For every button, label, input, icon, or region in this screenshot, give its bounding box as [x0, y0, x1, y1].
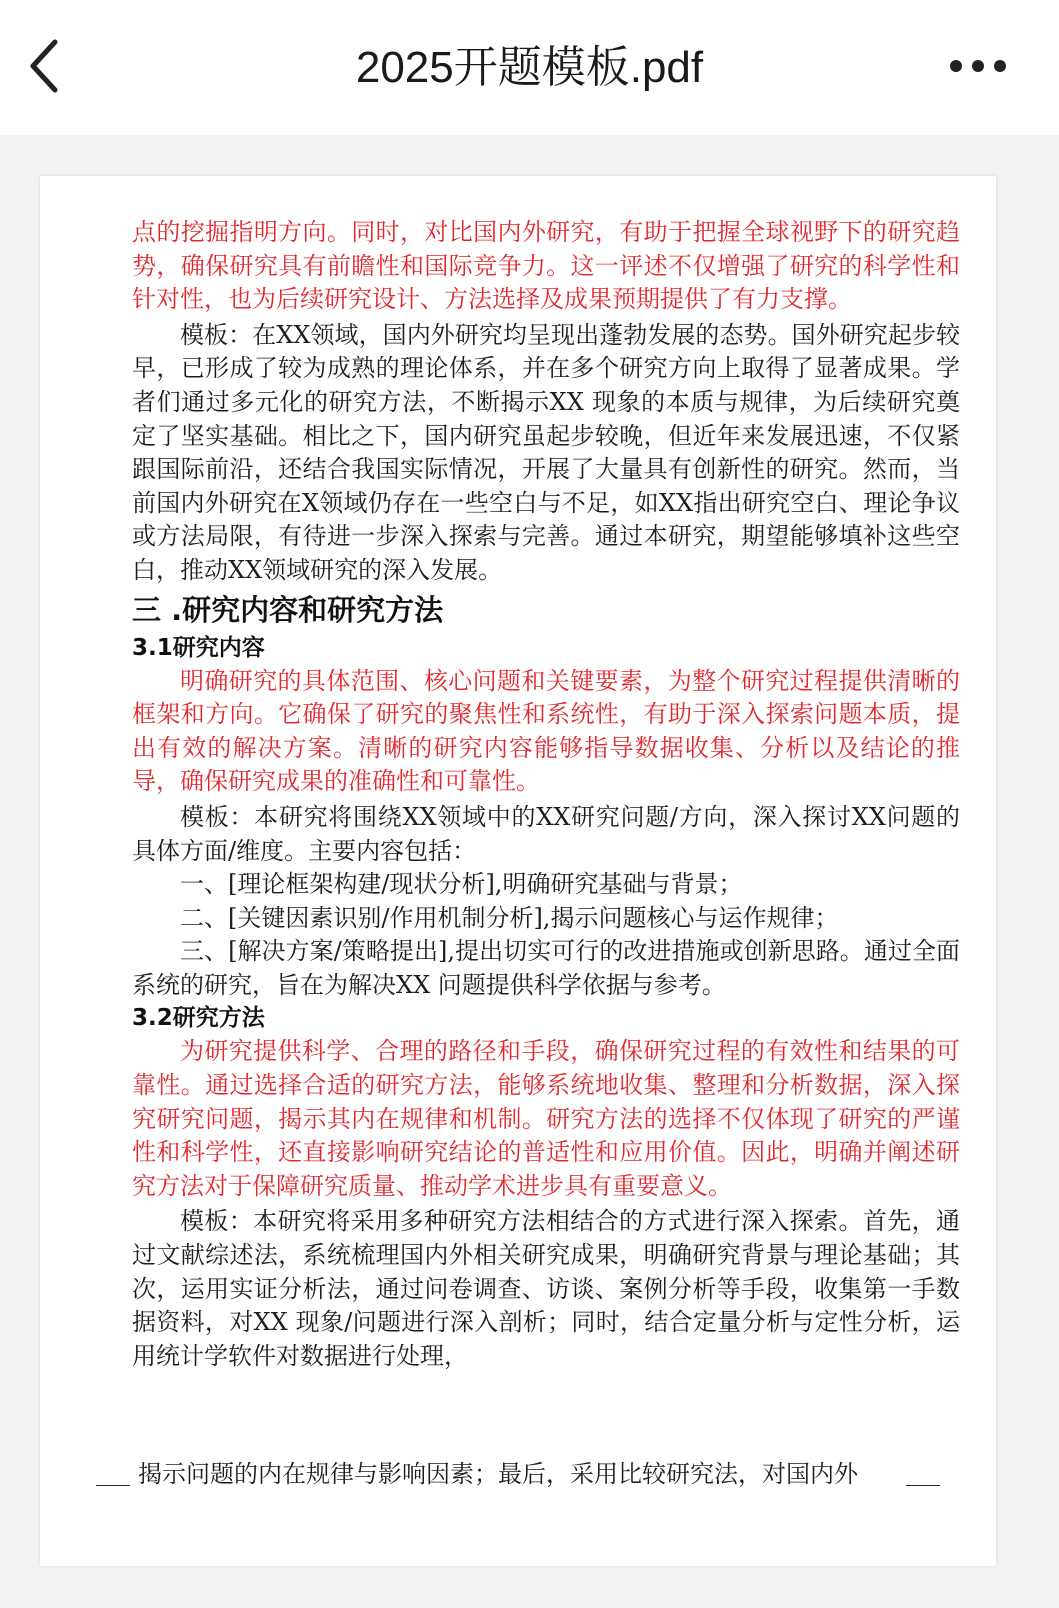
list-item: 二、[关键因素识别/作用机制分析],揭示问题核心与运作规律；: [180, 903, 839, 932]
list-item: 三、[解决方案/策略提出],提出切实可行的改进措施或创新思路。通过全面系统的研究，旨在为解决XX 问题提供科学依据与参考。: [132, 937, 960, 999]
footer-text: 揭示问题的内在规律与影响因素；最后，采用比较研究法，对国内外: [138, 1460, 858, 1488]
footer-rule-right: [906, 1485, 940, 1486]
annotation-paragraph: 点的挖掘指明方向。同时，对比国内外研究，有助于把握全球视野下的研究趋势，确保研究具有前瞻性和国际竞争力。这一评述不仅增强了研究的科学性和针对性，也为后续研究设计、方法选择及成果预期提供了有力支撑。: [132, 218, 960, 314]
more-horizontal-icon: [948, 58, 1008, 74]
template-paragraph: 模板：本研究将采用多种研究方法相结合的方式进行深入探索。首先，通过文献综述法，系统梳理国内外相关研究成果，明确研究背景与理论基础；其次，运用实证分析法，通过问卷调查、访谈、案例分析等手段，收集第一手数据资料，对XX 现象/问题进行深入剖析；同时，结合定量分析与定性分析，运用统计学软件对数据进行处理，: [132, 1207, 960, 1370]
document-title: 2025开题模板.pdf: [355, 43, 704, 92]
annotation-paragraph: 为研究提供科学、合理的路径和手段，确保研究过程的有效性和结果的可靠性。通过选择合适的研究方法，能够系统地收集、整理和分析数据，深入探究研究问题，揭示其内在规律和机制。研究方法的选择不仅体现了研究的严谨性和科学性，还直接影响研究结论的普适性和应用价值。因此，明确并阐述研究方法对于保障研究质量、推动学术进步具有重要意义。: [132, 1037, 960, 1200]
more-options-button[interactable]: [935, 40, 1021, 92]
subsection-heading: 3.2研究方法: [132, 1005, 265, 1032]
footer-rule-left: [96, 1485, 130, 1486]
template-paragraph: 模板：在XX领域，国内外研究均呈现出蓬勃发展的态势。国外研究起步较早，已形成了较为成熟的理论体系，并在多个研究方向上取得了显著成果。学者们通过多元化的研究方法，不断揭示XX 现象的本质与规律，为后续研究奠定了坚实基础。相比之下，国内研究虽起步较晚，但近年来发展迅速，不仅紧跟国际前沿，还结合我国实际情况，开展了大量具有创新性的研究。然而，当前国内外研究在X领域仍存在一些空白与不足，如XX指出研究空白、理论争议或方法局限，有待进一步深入探索与完善。通过本研究，期望能够填补这些空白，推动XX领域研究的深入发展。: [132, 320, 960, 584]
top-bar: [0, 0, 1059, 135]
section-heading: 三 .研究内容和研究方法: [132, 592, 444, 627]
back-button[interactable]: [14, 28, 76, 104]
pdf-page[interactable]: [40, 176, 996, 1566]
chevron-left-icon: [25, 36, 65, 96]
annotation-paragraph: 明确研究的具体范围、核心问题和关键要素，为整个研究过程提供清晰的框架和方向。它确保了研究的聚焦性和系统性，有助于深入探索问题本质，提出有效的解决方案。清晰的研究内容能够指导数据收集、分析以及结论的推导，确保研究成果的准确性和可靠性。: [132, 666, 960, 796]
page-content: [132, 216, 960, 1373]
list-item: 一、[理论框架构建/现状分析],明确研究基础与背景；: [180, 870, 743, 899]
subsection-heading: 3.1研究内容: [132, 634, 265, 661]
page-footer-line: [96, 1458, 940, 1492]
template-paragraph: 模板：本研究将围绕XX领域中的XX研究问题/方向，深入探讨XX问题的具体方面/维度。主要内容包括：: [132, 802, 960, 865]
